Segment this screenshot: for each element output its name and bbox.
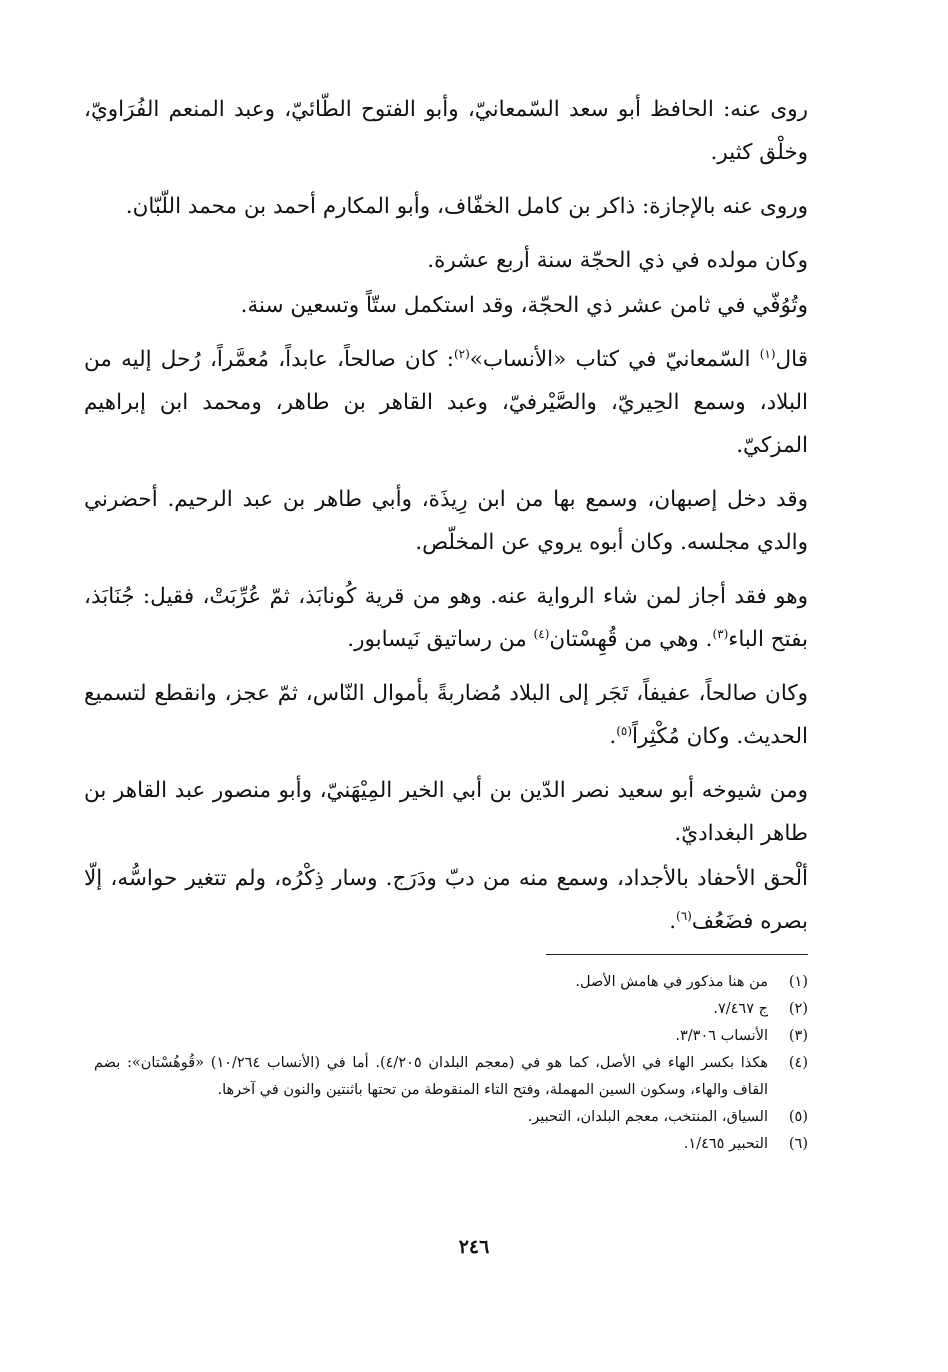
footnote-number: (٥) bbox=[788, 1109, 808, 1125]
footnote-text: هكذا بكسر الهاء في الأصل، كما هو في (معجم البلدان ٤/٢٠٥). أما في (الأنساب ١٠/٢٦٤) «قُوهُسْتان»: بضم القاف والهاء، وسكون السين المهملة، وفتح التاء المنقوطة من تحتها باثنتين والنون في آخرها. bbox=[94, 1055, 768, 1098]
footnote-number: (٤) bbox=[788, 1055, 808, 1071]
paragraph bbox=[84, 672, 808, 758]
footnote bbox=[84, 969, 808, 996]
footnote bbox=[84, 996, 808, 1023]
footnote-text: التحبير ١/٤٦٥. bbox=[683, 1136, 768, 1152]
paragraph-text: وكان صالحاً، عفيفاً، تَجَر إلى البلاد مُضاربةً بأموال النّاس، ثمّ عجز، وانقطع لتسميع الحديث. وكان مُكْثِراً bbox=[84, 681, 808, 749]
footnote-reference: (٤) bbox=[533, 626, 550, 641]
paragraph-text: ومن شيوخه أبو سعيد نصر الدّين بن أبي الخير المِيْهَنيّ، وأبو منصور عبد القاهر بن طاهر البغداديّ. bbox=[84, 778, 808, 846]
paragraph bbox=[84, 478, 808, 564]
paragraph-text: . bbox=[669, 909, 677, 934]
paragraph bbox=[84, 769, 808, 855]
footnote bbox=[84, 1023, 808, 1050]
footnote-separator bbox=[546, 954, 808, 955]
footnote-reference: (٣) bbox=[712, 626, 729, 641]
footnotes bbox=[84, 969, 808, 1158]
footnote bbox=[84, 1104, 808, 1131]
footnote-text: ج ٧/٤٦٧. bbox=[713, 1001, 768, 1017]
paragraph-text: وكان مولده في ذي الحجّة سنة أربع عشرة. bbox=[427, 248, 808, 273]
footnote-number: (١) bbox=[788, 974, 808, 990]
paragraph-text: : كان صالحاً، عابداً، مُعمَّراً، رُحل إليه من البلاد، وسمع الحِيريّ، والصَّيْرفيّ، وعبد القاهر بن طاهر، ومحمد ابن إبراهيم المزكيّ. bbox=[84, 347, 808, 458]
paragraph-text: وهو فقد أجاز لمن شاء الرواية عنه. وهو من قرية كُونابَذ، ثمّ عُرِّبَتْ، فقيل: جُنَابَذ، بفتح الباء bbox=[84, 584, 808, 652]
paragraph bbox=[84, 185, 808, 228]
paragraph-text: ألْحق الأحفاد بالأجداد، وسمع منه من دبّ ودَرَج. وسار ذِكْرُه، ولم تتغير حواسُّه، إلّا بصره فضَعُف bbox=[84, 866, 808, 934]
footnote-number: (٢) bbox=[788, 1001, 808, 1017]
footnote-text: السياق، المنتخب، معجم البلدان، التحبير. bbox=[527, 1109, 768, 1125]
paragraph-text: . bbox=[609, 724, 617, 749]
footnote-reference: (٢) bbox=[453, 346, 470, 361]
footnote-number: (٣) bbox=[788, 1028, 808, 1044]
footnote bbox=[84, 1050, 808, 1104]
paragraph-text: روى عنه: الحافظ أبو سعد السّمعانيّ، وأبو الفتوح الطّائيّ، وعبد المنعم الفُرَاويّ، وخلْق كثير. bbox=[84, 97, 808, 165]
paragraph-text: وروى عنه بالإجازة: ذاكر بن كامل الخفّاف، وأبو المكارم أحمد بن محمد اللّبّان. bbox=[125, 194, 808, 219]
paragraph bbox=[84, 338, 808, 467]
page-number: ٢٤٦ bbox=[458, 1236, 490, 1258]
paragraph bbox=[84, 284, 808, 327]
footnote bbox=[84, 1131, 808, 1158]
paragraph-text: قال bbox=[775, 347, 808, 372]
paragraph bbox=[84, 88, 808, 174]
paragraph bbox=[84, 857, 808, 943]
paragraph bbox=[84, 575, 808, 661]
paragraph-text: . وهي من قُهِسْتان bbox=[549, 627, 713, 652]
main-text bbox=[84, 88, 808, 943]
footnote-reference: (٥) bbox=[616, 723, 633, 738]
paragraph-text: من رساتيق نَيسابور. bbox=[347, 627, 534, 652]
footnote-reference: (٦) bbox=[676, 908, 692, 923]
footnote-text: من هنا مذكور في هامش الأصل. bbox=[575, 974, 768, 990]
footnote-reference: (١) bbox=[759, 346, 776, 361]
page-body bbox=[84, 88, 808, 1158]
paragraph-text: وتُوُفّي في ثامن عشر ذي الحجّة، وقد استكمل ستّاً وتسعين سنة. bbox=[240, 293, 808, 318]
footnote-text: الأنساب ٣/٣٠٦. bbox=[675, 1028, 768, 1044]
paragraph bbox=[84, 239, 808, 282]
footnote-number: (٦) bbox=[788, 1136, 808, 1152]
paragraph-text: السّمعانيّ في كتاب «الأنساب» bbox=[469, 347, 760, 372]
paragraph-text: وقد دخل إصبهان، وسمع بها من ابن رِيذَة، وأبي طاهر بن عبد الرحيم. أحضرني والدي مجلسه. وكان أبوه يروي عن المخلّص. bbox=[84, 487, 808, 555]
